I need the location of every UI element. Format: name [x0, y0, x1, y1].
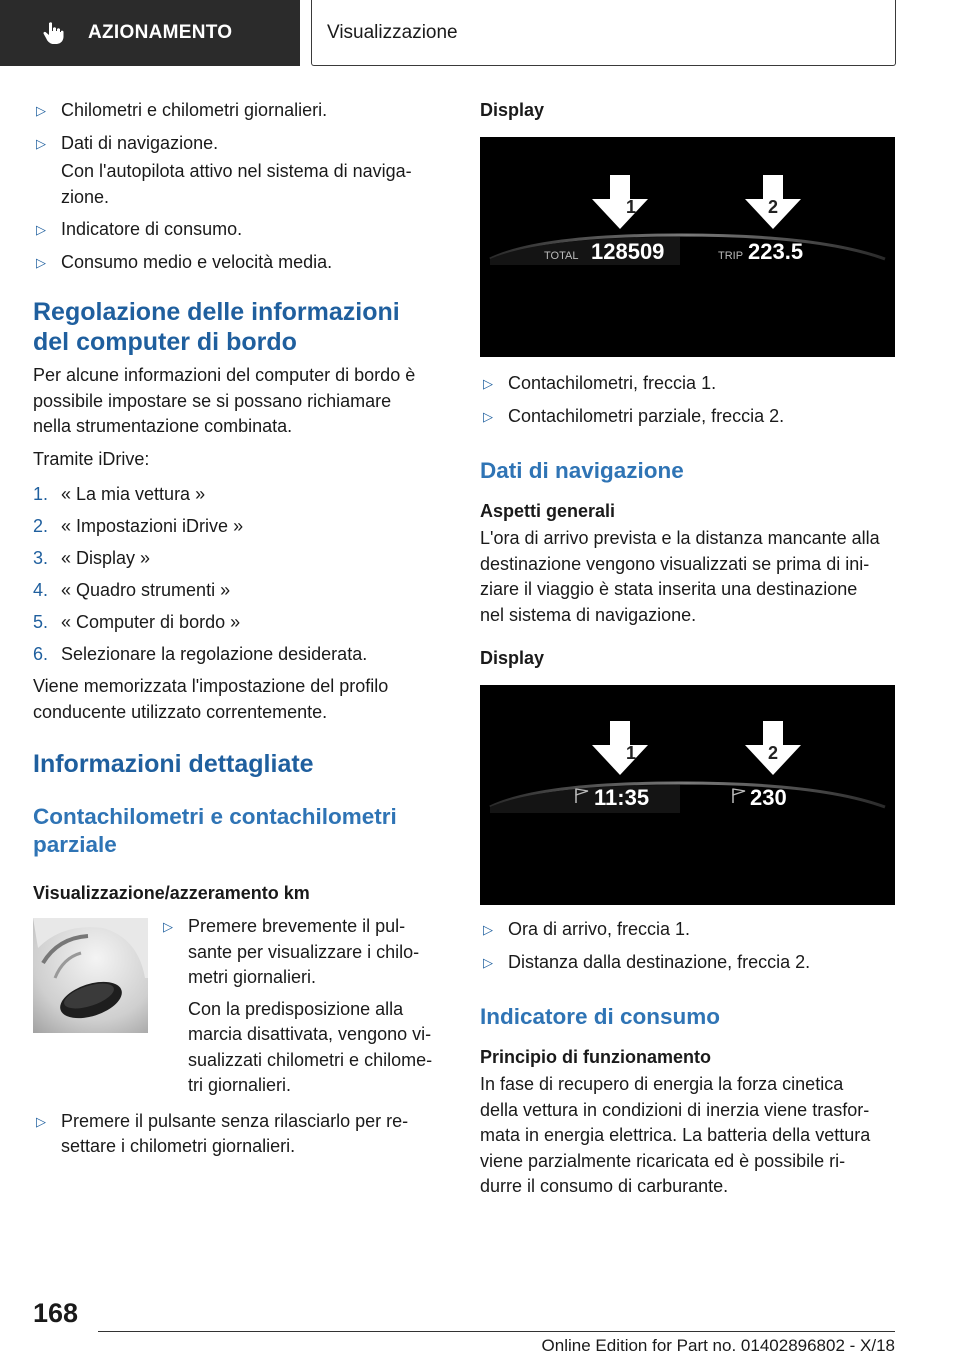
total-value: 128509: [591, 239, 665, 264]
list-item: ▷ Premere brevemente il pul- sante per visualizzare i chilo- metri giornalieri.: [160, 914, 448, 991]
left-column: [33, 98, 448, 1167]
trip-value: 223.5: [748, 239, 804, 264]
arrow-2-number: 2: [768, 743, 779, 763]
triangle-bullet-icon: ▷: [36, 222, 46, 237]
list-item: ▷ Premere il pulsante senza rilasciarlo per re- settare i chilometri giornalieri.: [33, 1109, 448, 1160]
list-item: ▷ Consumo medio e velocità media.: [33, 250, 448, 276]
right-column: [480, 98, 900, 1207]
list-item: ▷ Contachilometri, freccia 1.: [480, 371, 900, 397]
triangle-bullet-icon: ▷: [483, 954, 493, 970]
regolazione-paragraph: Per alcune informazioni del computer di bordo è possibile impostare se si possano richiamare nella strumentazione combinata.: [33, 365, 416, 436]
list-item: ▷ Distanza dalla destinazione, freccia 2.: [480, 950, 900, 976]
memo-paragraph: Viene memorizzata l'impostazione del profilo conducente utilizzato correntemente.: [33, 676, 389, 722]
section-title-box: [311, 0, 896, 66]
arrow-1-number: 1: [626, 743, 637, 763]
triangle-bullet-icon: ▷: [36, 135, 46, 151]
list-item: ▷ Dati di navigazione.: [33, 131, 448, 157]
display-label: Display: [480, 648, 545, 668]
knob-section: [33, 914, 448, 1106]
tramite-text: Tramite iDrive:: [33, 448, 150, 469]
triangle-bullet-icon: ▷: [163, 919, 173, 934]
step-item: 4. « Quadro strumenti »: [33, 580, 231, 600]
heading-dati-navigazione: Dati di navigazione: [480, 458, 684, 483]
triangle-bullet-icon: ▷: [36, 254, 46, 270]
trip-label: TRIP: [718, 250, 744, 262]
heading-indicatore-consumo: Indicatore di consumo: [480, 1004, 721, 1029]
principio-paragraph: In fase di recupero di energia la forza cinetica della vettura in condizioni di inerzia viene trasfor- mata in energia elettrica. La batteria della vettura viene parzialmente ricaricata ed è possibile ri- durre il consumo di carburante.: [480, 1074, 871, 1196]
navigation-display-image: [480, 685, 895, 905]
aspetti-paragraph: L'ora di arrivo prevista e la distanza mancante alla destinazione vengono visualizzati se prima di ini- ziare il viaggio è stata inserita una destinazione nel sistema di navigazione.: [480, 528, 880, 625]
knob-instructions: [160, 914, 448, 1106]
heading-regolazione: Regolazione delle informazioni del computer di bordo: [33, 298, 400, 356]
step-item: 2. « Impostazioni iDrive »: [33, 516, 244, 536]
heading-visualizzazione-azzeramento: Visualizzazione/azzeramento km: [33, 883, 310, 903]
heading-aspetti-generali: Aspetti generali: [480, 501, 616, 521]
knob-note: Con la predisposizione alla marcia disattivata, vengono vi- sualizzati chilometri e chilome- tri giornalieri.: [188, 998, 433, 1095]
heading-contachilometri: Contachilometri e contachilometri parziale: [33, 804, 397, 857]
chapter-tab-label: AZIONAMENTO: [88, 22, 233, 43]
edition-footer: Online Edition for Part no. 01402896802 - X/18: [541, 1336, 895, 1355]
heading-principio: Principio di funzionamento: [480, 1047, 711, 1067]
page-number: 168: [33, 1298, 79, 1328]
triangle-bullet-icon: ▷: [36, 1113, 46, 1129]
list-item: ▷ Chilometri e chilometri giornalieri.: [33, 98, 448, 124]
step-item: 1. « La mia vettura »: [33, 484, 206, 504]
arrow-2-number: 2: [768, 197, 779, 217]
step-item: 6. Selezionare la regolazione desiderata.: [33, 644, 368, 664]
triangle-bullet-icon: ▷: [36, 103, 46, 118]
page-header: [0, 0, 960, 66]
list-item: ▷ Contachilometri parziale, freccia 2.: [480, 404, 900, 430]
list-item: ▷ Indicatore di consumo.: [33, 217, 448, 243]
odometer-display-image: [480, 137, 895, 357]
step-item: 3. « Display »: [33, 548, 151, 568]
triangle-bullet-icon: ▷: [483, 922, 493, 937]
display-label: Display: [480, 100, 545, 120]
arrow-1-icon: [592, 175, 648, 229]
heading-informazioni: Informazioni dettagliate: [33, 750, 314, 778]
step-item: 5. « Computer di bordo »: [33, 612, 241, 632]
arrow-1-number: 1: [626, 197, 637, 217]
triangle-bullet-icon: ▷: [483, 408, 493, 424]
hand-pointer-icon: [40, 20, 66, 46]
nav-note: Con l'autopilota attivo nel sistema di naviga- zione.: [61, 161, 412, 207]
trip-reset-button-image: [33, 918, 148, 1033]
total-label: TOTAL: [544, 250, 579, 262]
distance-value: 230: [750, 785, 787, 810]
triangle-bullet-icon: ▷: [483, 376, 493, 391]
arrival-time-value: 11:35: [594, 785, 650, 810]
list-item: ▷ Ora di arrivo, freccia 1.: [480, 917, 900, 943]
footer-divider: [98, 1331, 895, 1332]
flag-icon: [733, 789, 745, 803]
chapter-tab[interactable]: [0, 0, 300, 66]
section-title: Visualizzazione: [327, 21, 458, 43]
arrow-1-icon: [592, 721, 648, 775]
